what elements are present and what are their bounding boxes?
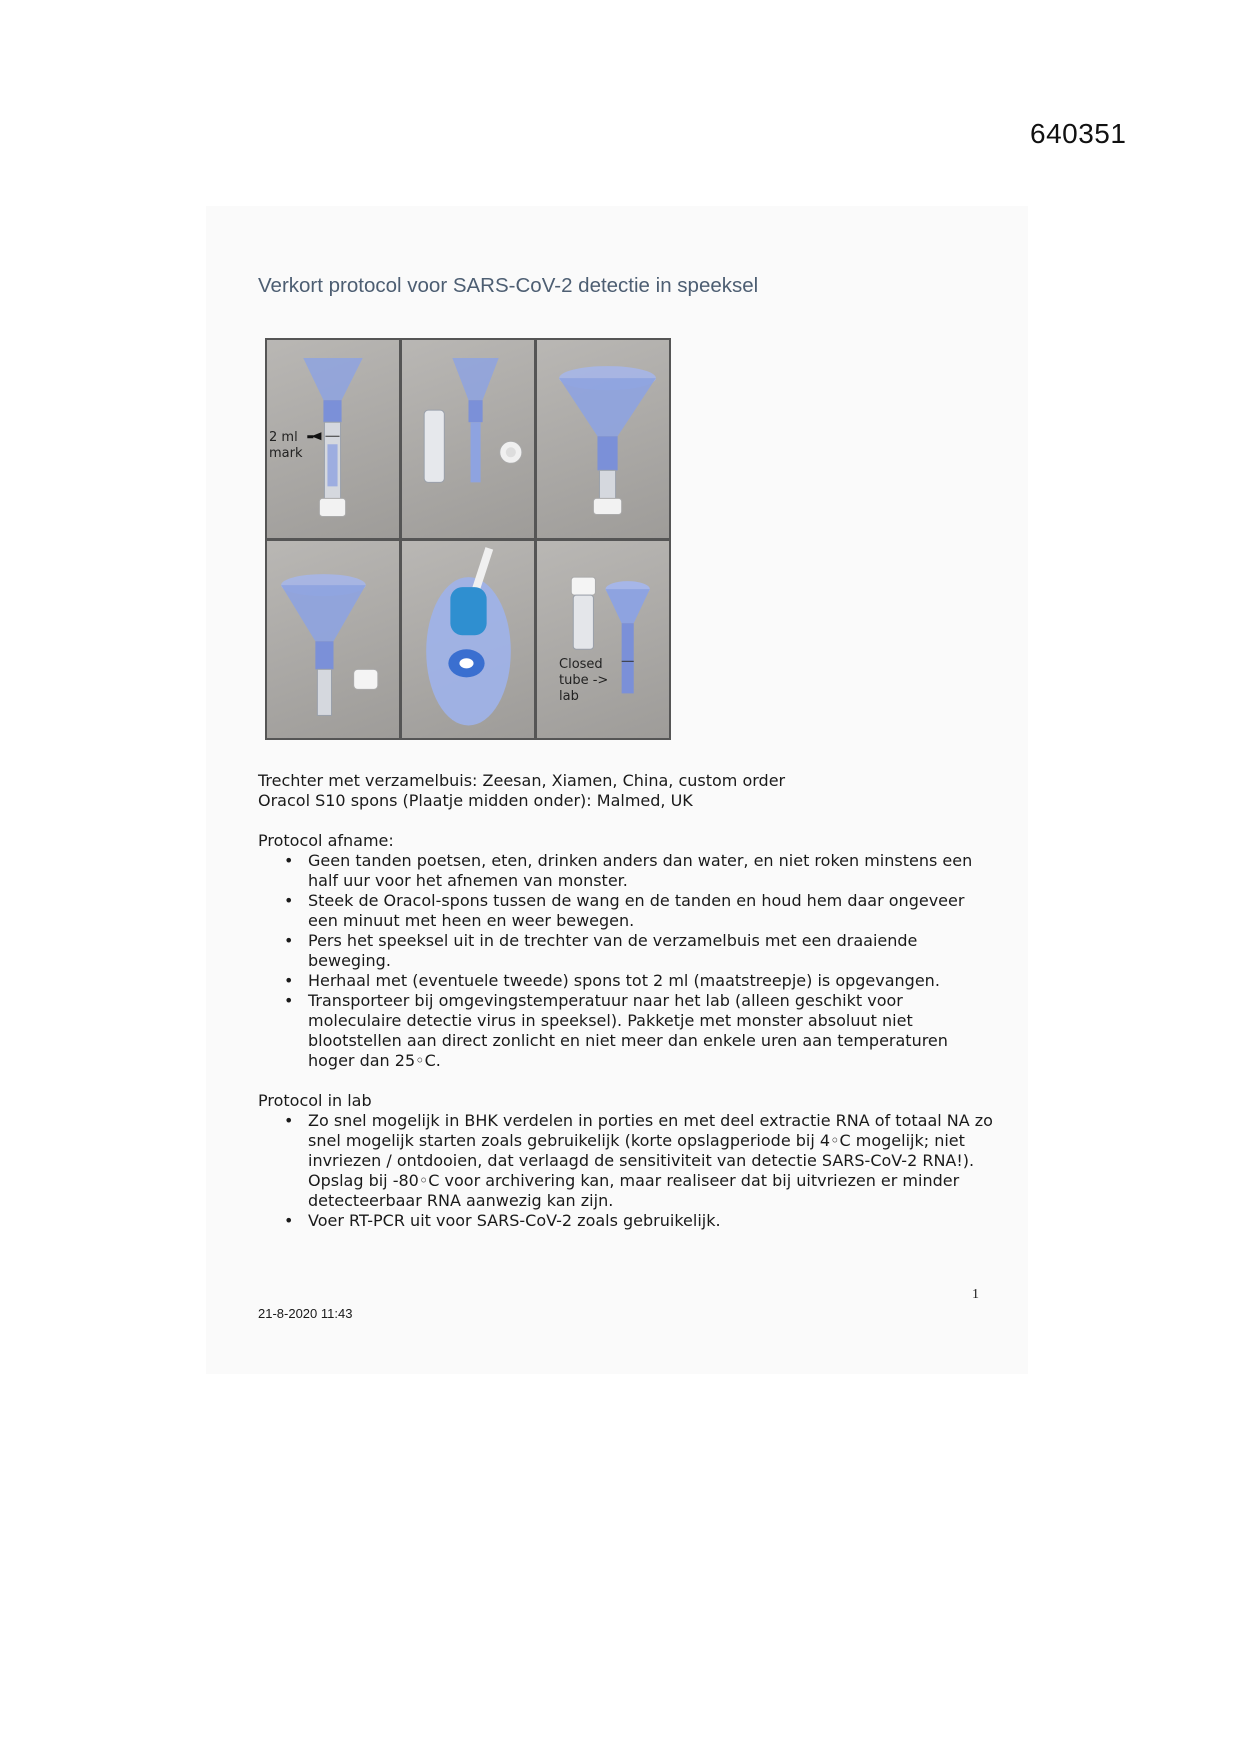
- photo-funnel-with-mark: [267, 340, 399, 538]
- document-id: 640351: [1030, 118, 1127, 149]
- lab-section: [258, 1091, 998, 1231]
- page-title: Verkort protocol voor SARS-CoV-2 detectie in speeksel: [258, 274, 759, 297]
- section-heading: Protocol in lab: [258, 1091, 372, 1110]
- page-number: 1: [972, 1287, 979, 1302]
- photo-funnel-and-cap: [267, 541, 399, 739]
- photo-parts: [402, 340, 534, 538]
- source-line: Trechter met verzamelbuis: Zeesan, Xiamen, China, custom order: [258, 771, 786, 790]
- photo-grid: [265, 338, 671, 740]
- photo-closed-tube: [537, 541, 669, 739]
- sources-block: [258, 771, 785, 811]
- photo-label-2ml-mark: 2 ml mark: [269, 430, 303, 461]
- photo-sponge-in-funnel: [402, 541, 534, 739]
- source-line: Oracol S10 spons (Plaatje midden onder): Malmed, UK: [258, 791, 693, 810]
- lab-list: [258, 1111, 998, 1231]
- list-item: • Zo snel mogelijk in BHK verdelen in porties en met deel extractie RNA of totaal NA zo snel mogelijk starten zoals gebruikelijk (korte opslagperiode bij 4◦C mogelijk; niet invriezen / ontdooien, dat verlaagd de sensitiviteit van detectie SARS-CoV-2 RNA!). Opslag bij -80◦C voor archivering kan, maar realiseer dat bij uitvriezen er minder detecteerbaar RNA aanwezig kan zijn.: [258, 1111, 998, 1211]
- list-item: • Geen tanden poetsen, eten, drinken anders dan water, en niet roken minstens een half uur voor het afnemen van monster.: [258, 851, 998, 891]
- list-item: • Steek de Oracol-spons tussen de wang en de tanden en houd hem daar ongeveer een minuut met heen en weer bewegen.: [258, 891, 998, 931]
- afname-section: [258, 831, 998, 1071]
- list-item: • Herhaal met (eventuele tweede) spons tot 2 ml (maatstreepje) is opgevangen.: [258, 971, 998, 991]
- list-item: • Transporteer bij omgevingstemperatuur naar het lab (alleen geschikt voor moleculaire detectie virus in speeksel). Pakketje met monster absoluut niet blootstellen aan direct zonlicht en niet meer dan enkele uren aan temperaturen hoger dan 25◦C.: [258, 991, 998, 1071]
- section-heading: Protocol afname:: [258, 831, 394, 850]
- photo-assembled-funnel: [537, 340, 669, 538]
- afname-list: [258, 851, 998, 1071]
- photo-label-closed-tube: Closed tube -> lab: [559, 656, 609, 704]
- list-item: • Pers het speeksel uit in de trechter van de verzamelbuis met een draaiende beweging.: [258, 931, 998, 971]
- list-item: • Voer RT-PCR uit voor SARS-CoV-2 zoals gebruikelijk.: [258, 1211, 998, 1231]
- footer-timestamp: 21-8-2020 11:43: [258, 1306, 353, 1321]
